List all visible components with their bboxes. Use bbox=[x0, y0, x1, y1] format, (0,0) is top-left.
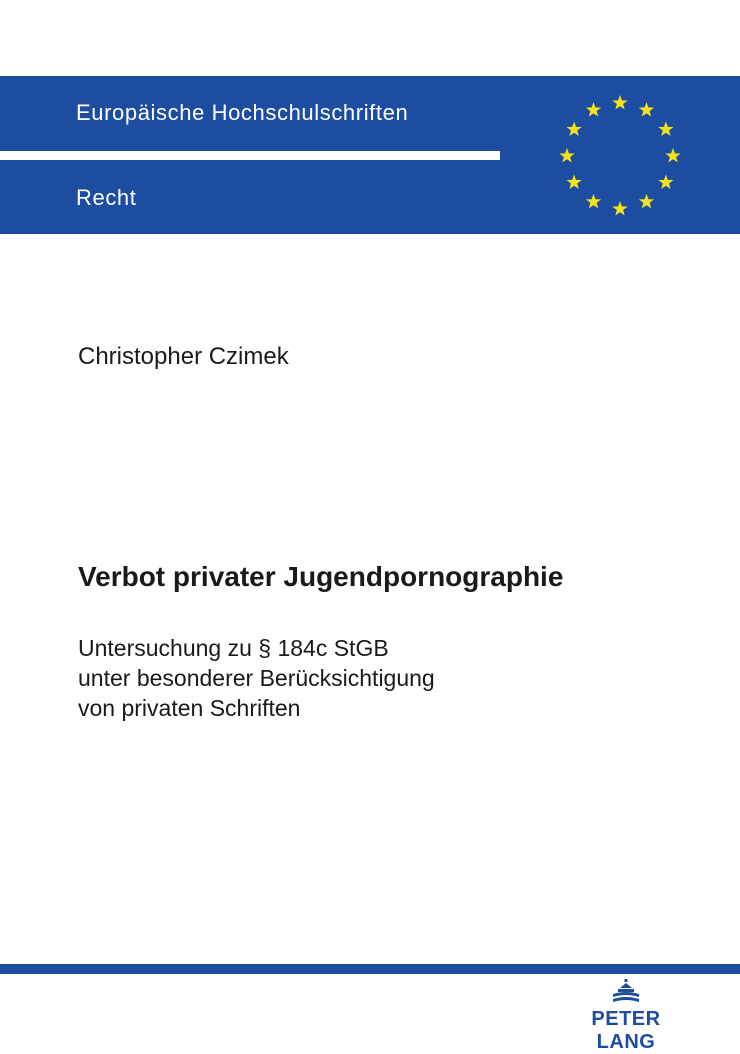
star-icon bbox=[639, 102, 654, 116]
eu-stars-circle-icon bbox=[548, 84, 692, 228]
author-name: Christopher Czimek bbox=[78, 343, 289, 370]
subtitle-line: von privaten Schriften bbox=[78, 695, 301, 721]
subtitle-line: unter besonderer Berücksichtigung bbox=[78, 665, 435, 691]
star-icon bbox=[612, 201, 627, 215]
star-icon bbox=[639, 194, 654, 208]
series-title: Europäische Hochschulschriften bbox=[76, 100, 409, 125]
bottom-rule bbox=[0, 964, 740, 974]
subtitle-line: Untersuchung zu § 184c StGB bbox=[78, 635, 389, 661]
star-icon bbox=[586, 194, 601, 208]
star-icon bbox=[658, 175, 673, 189]
star-icon bbox=[559, 148, 574, 162]
publisher-name: PETER LANG bbox=[591, 1008, 661, 1053]
star-icon bbox=[665, 148, 680, 162]
publisher-logo bbox=[560, 978, 692, 1053]
star-icon bbox=[586, 102, 601, 116]
star-icon bbox=[566, 175, 581, 189]
star-icon bbox=[658, 122, 673, 136]
star-icon bbox=[612, 95, 627, 109]
star-icon bbox=[566, 122, 581, 136]
book-subtitle bbox=[78, 633, 435, 723]
series-subtitle: Recht bbox=[76, 185, 137, 210]
banner-divider bbox=[0, 151, 500, 160]
book-title: Verbot privater Jugendpornographie bbox=[78, 561, 564, 592]
peter-lang-book-logo-icon bbox=[611, 978, 641, 1006]
